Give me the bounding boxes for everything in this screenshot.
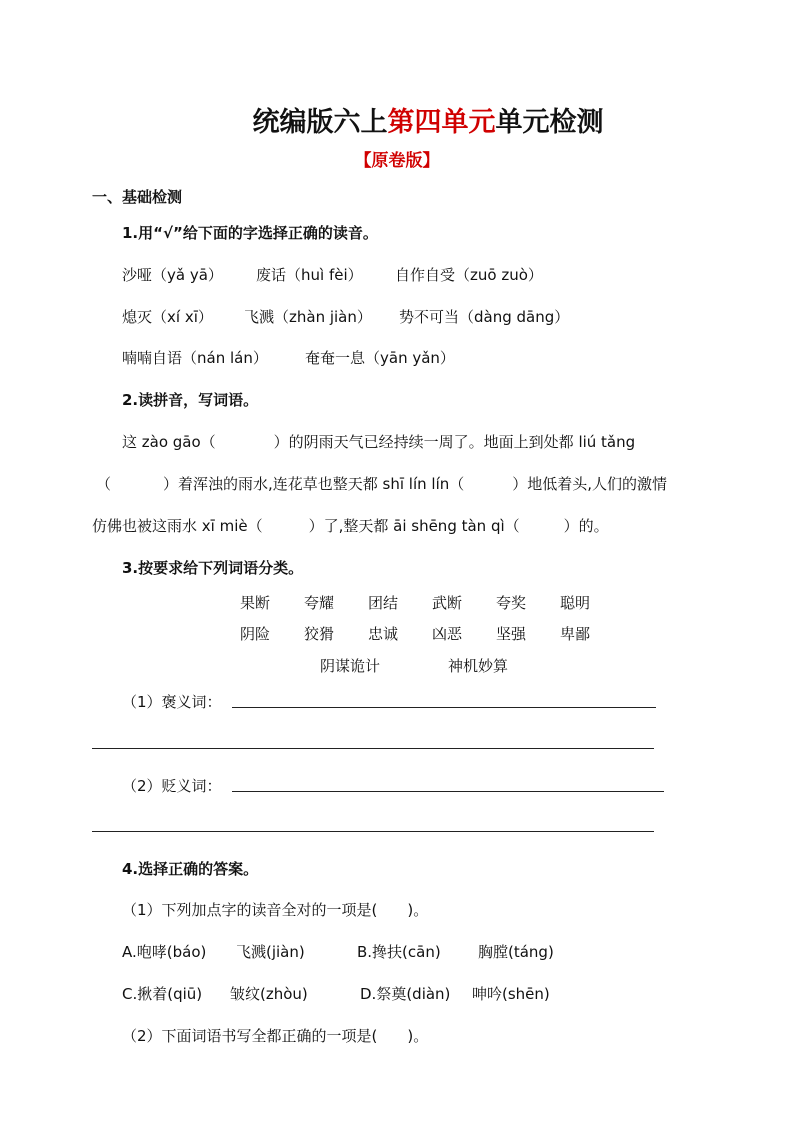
title-part3: 单元检测 <box>495 107 604 138</box>
option-d[interactable]: D.祭奠(diàn) <box>360 985 451 1003</box>
q2-line <box>122 431 635 452</box>
q2-text: （ <box>96 475 112 493</box>
q1-item: 沙哑（yǎ yā） <box>122 266 223 284</box>
q1-item: 奄奄一息（yān yǎn） <box>305 349 455 367</box>
word-item: 神机妙算 <box>448 657 509 675</box>
q2-line <box>96 473 667 494</box>
q1-heading: 1.用“√”给下面的字选择正确的读音。 <box>122 224 378 242</box>
option-a[interactable]: A.咆哮(báo) <box>122 943 207 961</box>
q2-text: 仿佛也被这雨水 xī miè（ <box>92 517 263 535</box>
q1-item: 喃喃自语（nán lán） <box>122 349 268 367</box>
q1-item: 废话（huì fèi） <box>256 266 363 284</box>
page-subtitle: 【原卷版】 <box>354 151 440 171</box>
word-item: 武断 <box>432 594 463 612</box>
derogatory-label: （2）贬义词： <box>122 777 222 795</box>
option-a-word: 飞溅(jiàn) <box>236 943 305 961</box>
q1-item: 势不可当（dàng dāng） <box>399 308 570 326</box>
word-item: 凶恶 <box>432 625 463 643</box>
answer-line[interactable] <box>92 748 654 749</box>
word-item: 阴险 <box>240 625 271 643</box>
word-item: 阴谋诡计 <box>320 657 381 675</box>
word-item: 聪明 <box>560 594 591 612</box>
word-item: 忠诚 <box>368 625 399 643</box>
answer-line[interactable] <box>92 831 654 832</box>
q2-text: ）地低着头,人们的激情 <box>512 475 668 493</box>
commendatory-label: （1）褒义词： <box>122 693 222 711</box>
q2-line <box>92 515 609 536</box>
title-part2: 第四单元 <box>387 107 496 138</box>
q3-heading: 3.按要求给下列词语分类。 <box>122 559 304 577</box>
q4-heading: 4.选择正确的答案。 <box>122 860 259 878</box>
q2-text: 这 zào gāo（ <box>122 433 216 451</box>
page-title <box>0 100 794 139</box>
q2-text: ）了,整天都 āi shēng tàn qì（ <box>308 517 520 535</box>
option-b[interactable]: B.搀扶(cān) <box>357 943 441 961</box>
word-item: 坚强 <box>496 625 527 643</box>
option-c-word: 皱纹(zhòu) <box>230 985 308 1003</box>
word-item: 果断 <box>240 594 271 612</box>
answer-line[interactable] <box>232 791 664 792</box>
q4-sub-question: （2）下面词语书写全都正确的一项是( )。 <box>122 1027 429 1045</box>
q2-heading: 2.读拼音，写词语。 <box>122 391 259 409</box>
word-item: 狡猾 <box>304 625 335 643</box>
q1-item: 自作自受（zuō zuò） <box>395 266 543 284</box>
option-d-word: 呻吟(shēn) <box>472 985 550 1003</box>
option-b-word: 胸膛(táng) <box>478 943 554 961</box>
answer-line[interactable] <box>232 707 656 708</box>
q1-item: 熄灭（xí xī） <box>122 308 213 326</box>
word-item: 夸耀 <box>304 594 335 612</box>
title-part1: 统编版六上 <box>252 107 388 138</box>
q2-text: ）的阴雨天气已经持续一周了。地面上到处都 liú tǎng <box>273 433 636 451</box>
q2-text: ）的。 <box>563 517 609 535</box>
q2-text: ）着浑浊的雨水,连花草也整天都 shī lín lín（ <box>163 475 465 493</box>
word-item: 卑鄙 <box>560 625 591 643</box>
q4-sub-question: （1）下列加点字的读音全对的一项是( )。 <box>122 901 429 919</box>
word-item: 夸奖 <box>496 594 527 612</box>
section-heading: 一、基础检测 <box>92 188 183 206</box>
option-c[interactable]: C.揪着(qiū) <box>122 985 203 1003</box>
word-item: 团结 <box>368 594 399 612</box>
q1-item: 飞溅（zhàn jiàn） <box>244 308 372 326</box>
